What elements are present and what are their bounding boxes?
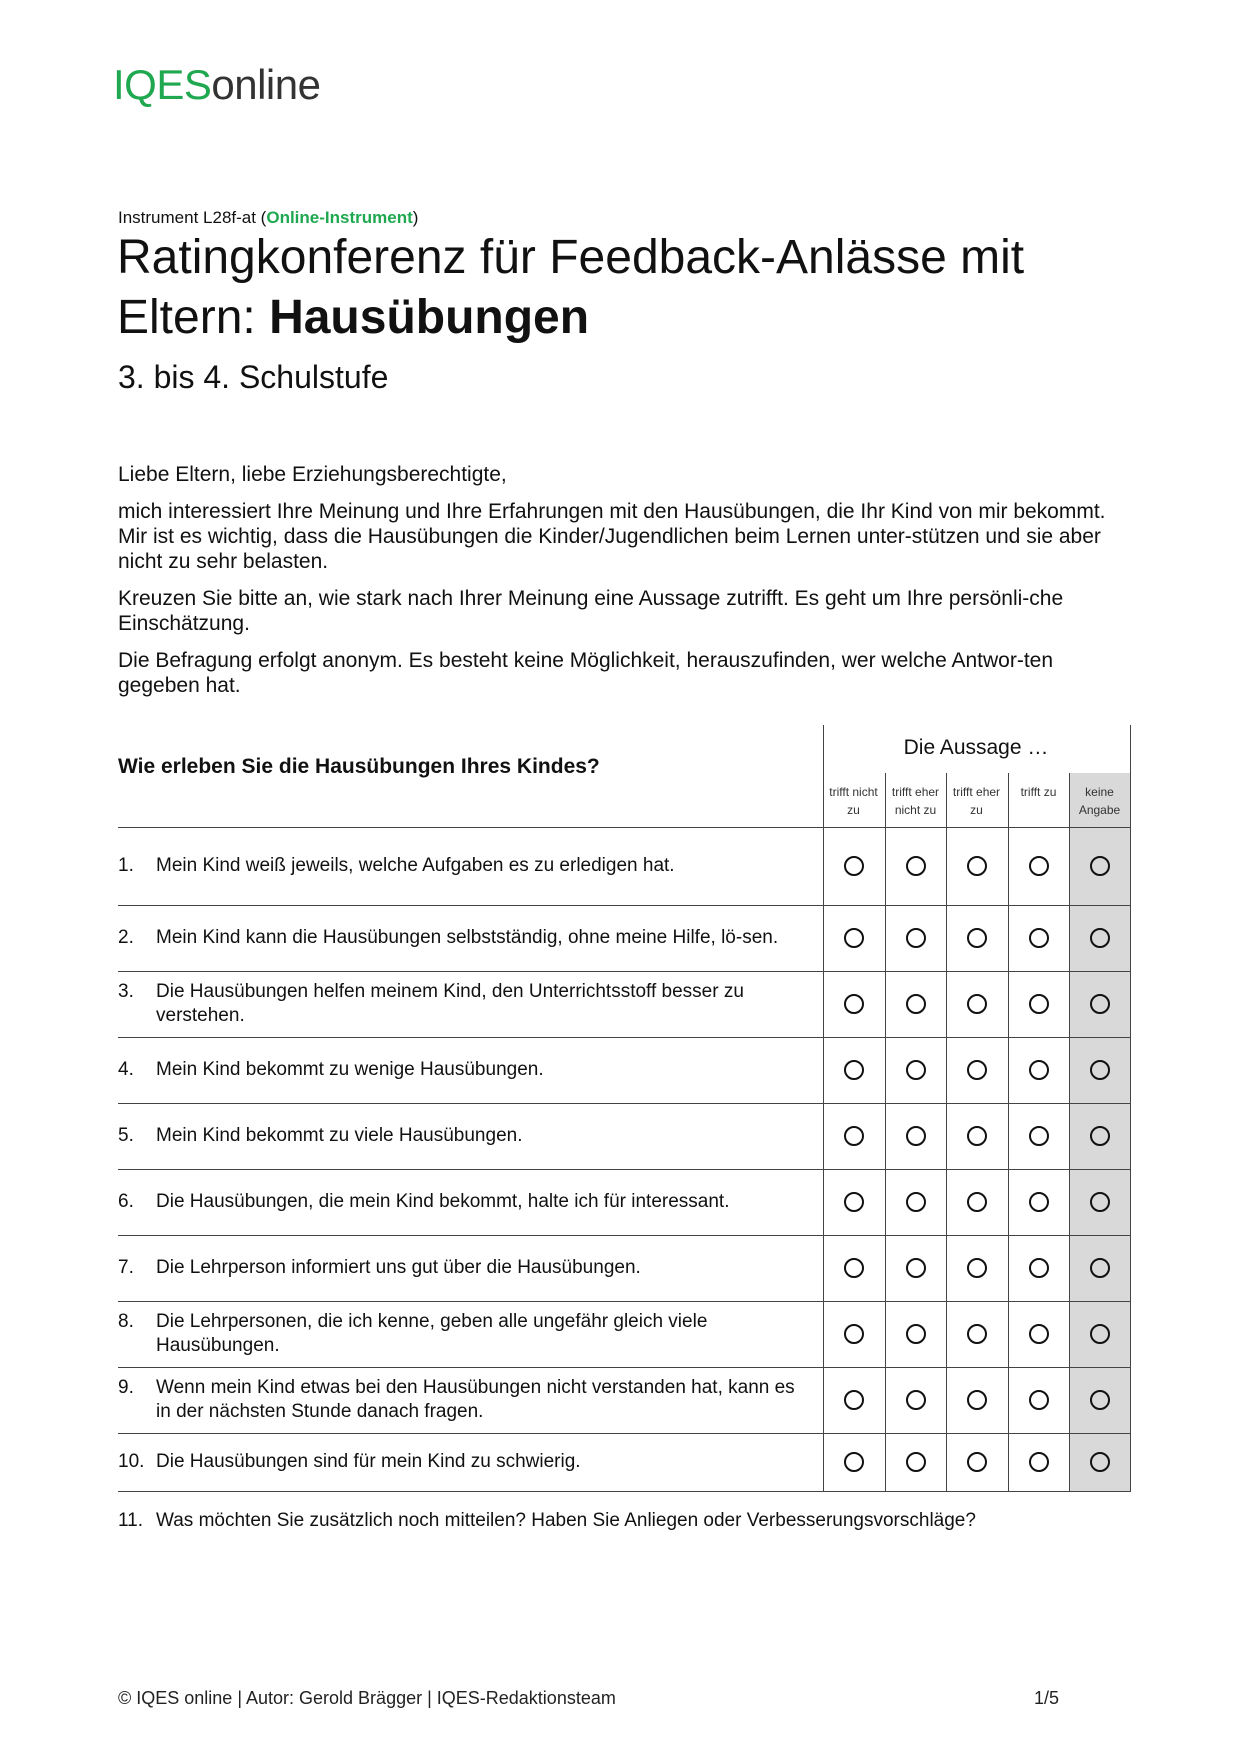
rating-radio-2[interactable] bbox=[906, 1060, 926, 1080]
rating-radio-4[interactable] bbox=[1029, 928, 1049, 948]
rating-radio-1[interactable] bbox=[844, 1390, 864, 1410]
rating-radio-1[interactable] bbox=[844, 1192, 864, 1212]
item-number: 3. bbox=[118, 981, 134, 1002]
question-header: Wie erleben Sie die Hausübungen Ihres Kindes? bbox=[118, 755, 600, 778]
rating-radio-3[interactable] bbox=[967, 856, 987, 876]
item-statement: Wenn mein Kind etwas bei den Hausübungen nicht verstanden hat, kann es in der nächsten Stunde danach fragen. bbox=[156, 1377, 795, 1422]
table-divider-vertical bbox=[823, 725, 824, 1491]
intro-paragraph: mich interessiert Ihre Meinung und Ihre Erfahrungen mit den Hausübungen, die Ihr Kind von mir bekommt. Mir ist es wichtig, dass die Hausübungen die Kinder/Jugendlichen beim Lernen unter-stützen und sie aber nicht zu sehr belasten. bbox=[118, 500, 1106, 573]
column-header-line: trifft nicht bbox=[829, 785, 878, 799]
item-number: 2. bbox=[118, 927, 134, 948]
table-divider-horizontal bbox=[118, 1103, 1131, 1104]
table-divider-horizontal bbox=[118, 827, 1131, 828]
rating-radio-1[interactable] bbox=[844, 1060, 864, 1080]
intro-paragraph: Kreuzen Sie bitte an, wie stark nach Ihrer Meinung eine Aussage zutrifft. Es geht um Ihre persönli-che Einschätzung. bbox=[118, 587, 1064, 635]
final-question-text: Was möchten Sie zusätzlich noch mitteilen? Haben Sie Anliegen oder Verbesserungsvorschläge? bbox=[156, 1510, 976, 1531]
title-line1: Ratingkonferenz für Feedback-Anlässe mit bbox=[117, 231, 1025, 284]
table-divider-horizontal bbox=[118, 905, 1131, 906]
item-number: 8. bbox=[118, 1311, 134, 1332]
rating-radio-2[interactable] bbox=[906, 1192, 926, 1212]
item-number: 10. bbox=[118, 1451, 145, 1472]
item-statement: Die Hausübungen sind für mein Kind zu schwierig. bbox=[156, 1451, 581, 1472]
page-title bbox=[117, 228, 1137, 348]
item-statement: Die Hausübungen, die mein Kind bekommt, halte ich für interessant. bbox=[156, 1191, 730, 1212]
rating-radio-5[interactable] bbox=[1090, 1192, 1110, 1212]
column-header-line: trifft eher bbox=[891, 785, 940, 799]
table-divider-vertical bbox=[885, 773, 886, 1491]
table-divider-horizontal bbox=[118, 1301, 1131, 1302]
table-divider-horizontal bbox=[118, 1433, 1131, 1434]
rating-radio-4[interactable] bbox=[1029, 1126, 1049, 1146]
table-divider-horizontal bbox=[118, 1037, 1131, 1038]
title-line2-bold: Hausübungen bbox=[269, 291, 590, 344]
rating-radio-2[interactable] bbox=[906, 1258, 926, 1278]
table-divider-horizontal bbox=[118, 1367, 1131, 1368]
column-header-line: trifft zu bbox=[1020, 785, 1057, 799]
rating-radio-3[interactable] bbox=[967, 994, 987, 1014]
instrument-label bbox=[118, 208, 418, 228]
rating-radio-4[interactable] bbox=[1029, 856, 1049, 876]
page-subtitle: 3. bis 4. Schulstufe bbox=[118, 359, 389, 395]
item-statement: Mein Kind bekommt zu viele Hausübungen. bbox=[156, 1125, 523, 1146]
rating-radio-1[interactable] bbox=[844, 1452, 864, 1472]
item-statement: Mein Kind bekommt zu wenige Hausübungen. bbox=[156, 1059, 544, 1080]
rating-radio-4[interactable] bbox=[1029, 1324, 1049, 1344]
rating-radio-5[interactable] bbox=[1090, 1324, 1110, 1344]
column-header-line: zu bbox=[970, 803, 983, 817]
online-instrument-link[interactable]: Online-Instrument bbox=[266, 208, 413, 227]
logo-iqes: IQES bbox=[113, 61, 212, 108]
scale-column-header bbox=[823, 783, 884, 819]
rating-radio-4[interactable] bbox=[1029, 1452, 1049, 1472]
rating-radio-1[interactable] bbox=[844, 928, 864, 948]
table-divider-horizontal bbox=[118, 1235, 1131, 1236]
table-divider-vertical bbox=[1069, 773, 1070, 1491]
rating-radio-4[interactable] bbox=[1029, 994, 1049, 1014]
rating-radio-3[interactable] bbox=[967, 1452, 987, 1472]
item-number: 9. bbox=[118, 1377, 134, 1398]
rating-radio-1[interactable] bbox=[844, 1126, 864, 1146]
rating-radio-5[interactable] bbox=[1090, 1060, 1110, 1080]
rating-radio-5[interactable] bbox=[1090, 1452, 1110, 1472]
page-number: 1/5 bbox=[1034, 1688, 1060, 1708]
intro-text bbox=[118, 462, 1118, 710]
rating-radio-1[interactable] bbox=[844, 994, 864, 1014]
scale-column-header bbox=[885, 783, 946, 819]
rating-radio-5[interactable] bbox=[1090, 856, 1110, 876]
rating-radio-2[interactable] bbox=[906, 1452, 926, 1472]
final-question-number: 11. bbox=[118, 1510, 144, 1531]
footer-credits: © IQES online | Autor: Gerold Brägger | IQES-Redaktionsteam bbox=[118, 1688, 616, 1708]
rating-radio-5[interactable] bbox=[1090, 994, 1110, 1014]
item-statement: Mein Kind kann die Hausübungen selbstständig, ohne meine Hilfe, lö-sen. bbox=[156, 927, 779, 948]
scale-column-header bbox=[1069, 783, 1130, 819]
rating-radio-3[interactable] bbox=[967, 1126, 987, 1146]
column-header-line: nicht zu bbox=[894, 803, 937, 817]
item-statement: Mein Kind weiß jeweils, welche Aufgaben es zu erledigen hat. bbox=[156, 855, 675, 876]
iqes-logo bbox=[113, 61, 321, 108]
rating-radio-4[interactable] bbox=[1029, 1060, 1049, 1080]
rating-radio-1[interactable] bbox=[844, 1324, 864, 1344]
column-header-line: trifft eher bbox=[952, 785, 1001, 799]
scale-header: Die Aussage … bbox=[903, 736, 1049, 759]
column-header-line: Angabe bbox=[1078, 803, 1121, 817]
table-divider-vertical bbox=[1130, 725, 1131, 1491]
item-statement: Die Lehrpersonen, die ich kenne, geben alle ungefähr gleich viele Hausübungen. bbox=[156, 1311, 708, 1356]
scale-column-header bbox=[1008, 783, 1069, 801]
rating-radio-1[interactable] bbox=[844, 856, 864, 876]
rating-radio-5[interactable] bbox=[1090, 1258, 1110, 1278]
rating-radio-2[interactable] bbox=[906, 994, 926, 1014]
table-divider-horizontal bbox=[118, 1491, 1131, 1492]
rating-radio-1[interactable] bbox=[844, 1258, 864, 1278]
title-line2-plain: Eltern: bbox=[117, 291, 270, 344]
rating-radio-3[interactable] bbox=[967, 1258, 987, 1278]
column-header-line: keine bbox=[1085, 785, 1114, 799]
item-number: 7. bbox=[118, 1257, 134, 1278]
rating-radio-2[interactable] bbox=[906, 856, 926, 876]
rating-radio-5[interactable] bbox=[1090, 1126, 1110, 1146]
rating-radio-2[interactable] bbox=[906, 928, 926, 948]
table-divider-vertical bbox=[1008, 773, 1009, 1491]
rating-radio-5[interactable] bbox=[1090, 1390, 1110, 1410]
intro-greeting: Liebe Eltern, liebe Erziehungsberechtigte, bbox=[118, 463, 507, 486]
table-divider-horizontal bbox=[118, 1169, 1131, 1170]
rating-radio-3[interactable] bbox=[967, 1192, 987, 1212]
scale-column-header bbox=[946, 783, 1007, 819]
rating-radio-4[interactable] bbox=[1029, 1258, 1049, 1278]
instrument-prefix: Instrument L28f-at ( bbox=[118, 208, 267, 227]
rating-radio-5[interactable] bbox=[1090, 928, 1110, 948]
item-number: 6. bbox=[118, 1191, 134, 1212]
intro-paragraph: Die Befragung erfolgt anonym. Es besteht keine Möglichkeit, herauszufinden, wer welche Antwor-ten gegeben hat. bbox=[118, 649, 1054, 697]
rating-radio-4[interactable] bbox=[1029, 1390, 1049, 1410]
column-header-line: zu bbox=[847, 803, 860, 817]
rating-radio-2[interactable] bbox=[906, 1324, 926, 1344]
rating-radio-3[interactable] bbox=[967, 1324, 987, 1344]
logo-online: online bbox=[211, 61, 321, 108]
item-statement: Die Lehrperson informiert uns gut über die Hausübungen. bbox=[156, 1257, 641, 1278]
rating-radio-3[interactable] bbox=[967, 1060, 987, 1080]
rating-radio-2[interactable] bbox=[906, 1126, 926, 1146]
rating-radio-3[interactable] bbox=[967, 1390, 987, 1410]
instrument-suffix: ) bbox=[412, 208, 419, 227]
item-number: 1. bbox=[118, 855, 134, 876]
final-question bbox=[118, 1510, 976, 1532]
rating-radio-3[interactable] bbox=[967, 928, 987, 948]
rating-radio-4[interactable] bbox=[1029, 1192, 1049, 1212]
table-divider-vertical bbox=[946, 773, 947, 1491]
rating-radio-2[interactable] bbox=[906, 1390, 926, 1410]
item-number: 5. bbox=[118, 1125, 134, 1146]
table-divider-horizontal bbox=[118, 971, 1131, 972]
item-number: 4. bbox=[118, 1059, 134, 1080]
item-statement: Die Hausübungen helfen meinem Kind, den Unterrichtsstoff besser zu verstehen. bbox=[156, 981, 744, 1026]
